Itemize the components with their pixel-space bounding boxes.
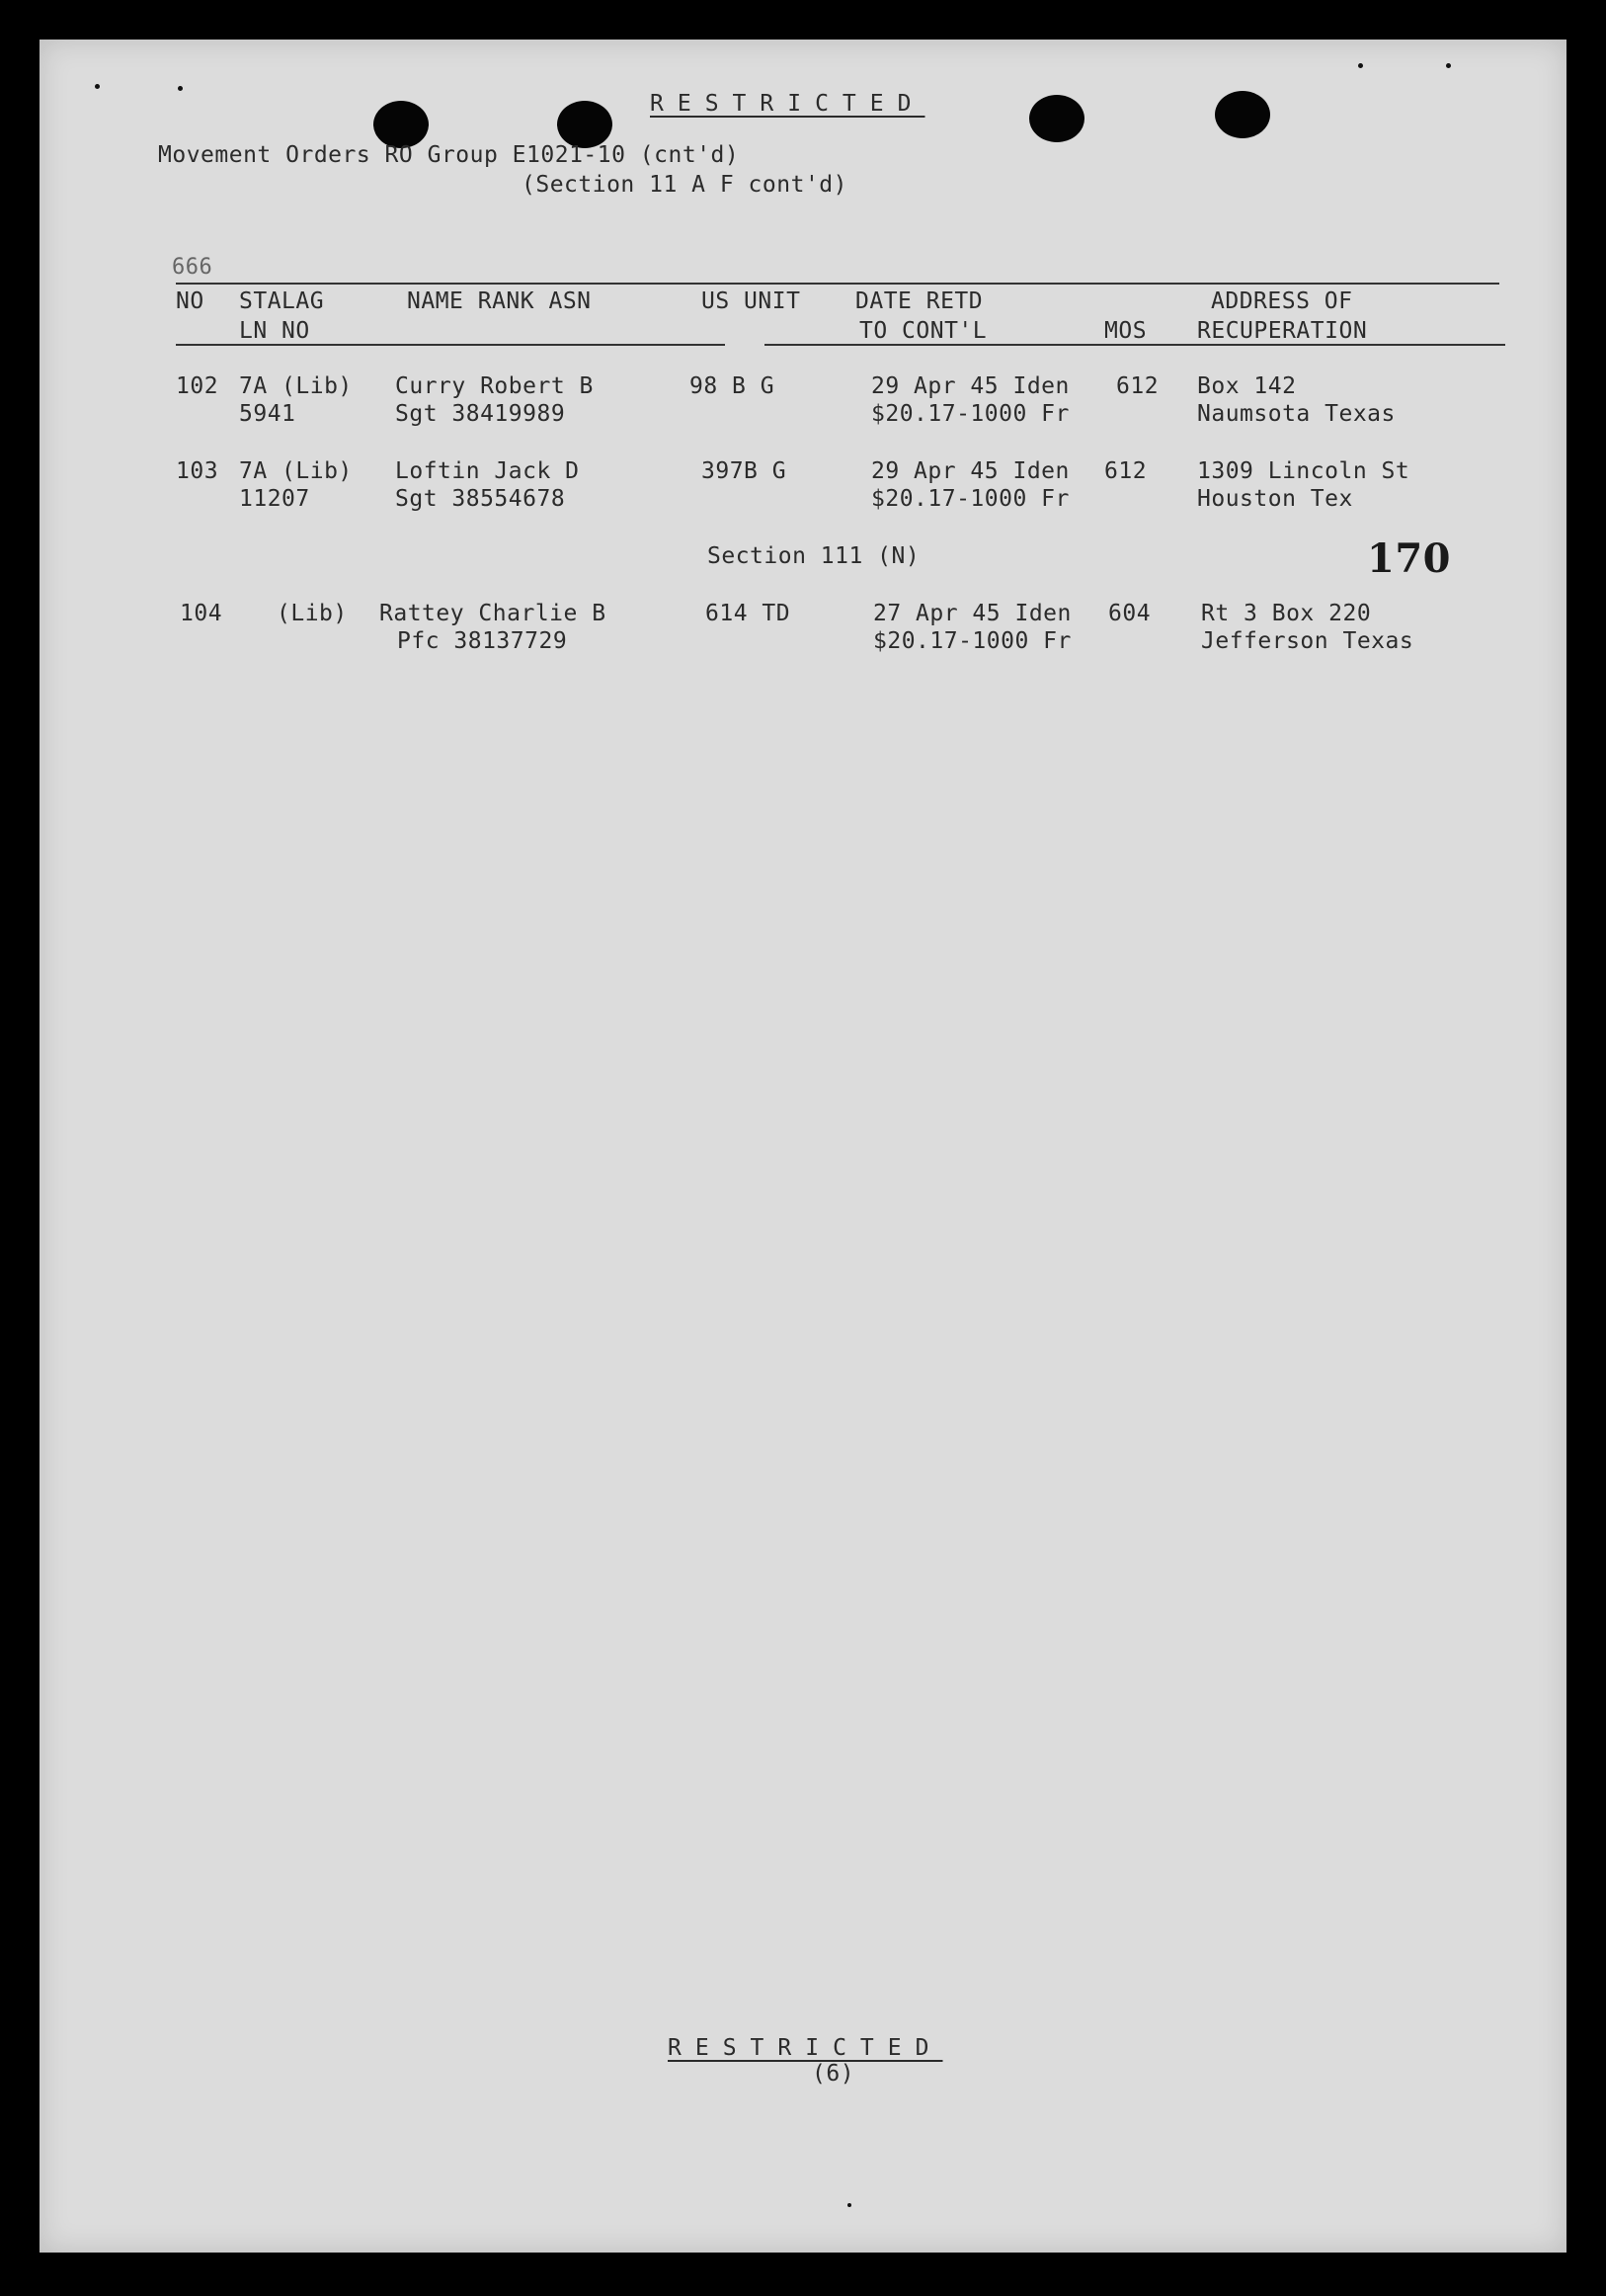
speck [95,84,100,89]
col-stalag-no: LN NO [239,318,310,344]
row-address-l2: Houston Tex [1197,486,1353,512]
row-date: 29 Apr 45 Iden [871,458,1070,484]
row-unit: 397B G [701,458,787,484]
row-stalag-no: 5941 [239,401,296,427]
row-name: Loftin Jack D [395,458,580,484]
row-name: Rattey Charlie B [379,601,606,626]
row-date: 27 Apr 45 Iden [873,601,1072,626]
row-stalag: 7A (Lib) [239,458,353,484]
page-ref-top: 666 [172,255,213,280]
row-mos: 612 [1104,458,1148,484]
col-date-retd: DATE RETD [855,288,984,314]
row-address-l1: 1309 Lincoln St [1197,458,1410,484]
document-page [40,40,1566,2253]
col-stalag: STALAG [239,288,325,314]
col-address-l2: RECUPERATION [1197,318,1368,344]
row-name: Curry Robert B [395,373,594,399]
col-address: ADDRESS OF [1211,288,1353,314]
col-mos: MOS [1104,318,1148,344]
speck [1358,63,1363,68]
speck [178,86,183,91]
speck [1446,63,1451,68]
col-name-rank: NAME RANK ASN [407,288,592,314]
header-title-line2: (Section 11 A F cont'd) [522,172,847,198]
row-mos: 604 [1108,601,1152,626]
col-date-retd-l2: TO CONT'L [859,318,988,344]
row-pay: $20.17-1000 Fr [873,628,1072,654]
row-pay: $20.17-1000 Fr [871,401,1070,427]
speck [847,2203,851,2207]
header-title-line1: Movement Orders RO Group E1021-10 (cnt'd) [158,142,740,168]
row-no: 102 [176,373,219,399]
row-stalag: 7A (Lib) [239,373,353,399]
row-address-l1: Rt 3 Box 220 [1201,601,1372,626]
page-stamp: 170 [1367,535,1451,582]
punch-hole [557,101,612,148]
row-rank-asn: Sgt 38419989 [395,401,566,427]
header-rule-left [176,344,725,346]
row-unit: 98 B G [689,373,775,399]
header-rule-right [764,344,1505,346]
row-mos: 612 [1116,373,1160,399]
row-address-l2: Jefferson Texas [1201,628,1414,654]
row-address-l1: Box 142 [1197,373,1297,399]
row-rank-asn: Sgt 38554678 [395,486,566,512]
row-address-l2: Naumsota Texas [1197,401,1396,427]
row-unit: 614 TD [705,601,791,626]
row-stalag-no: 11207 [239,486,310,512]
row-no: 103 [176,458,219,484]
punch-hole [1215,91,1270,138]
header-classification: RESTRICTED [650,91,925,117]
section-heading: Section 111 (N) [707,543,921,569]
punch-hole [1029,95,1084,142]
col-us-unit: US UNIT [701,288,801,314]
footer-classification: RESTRICTED [668,2035,943,2061]
row-pay: $20.17-1000 Fr [871,486,1070,512]
row-stalag: (Lib) [277,601,348,626]
punch-hole [373,101,429,148]
row-date: 29 Apr 45 Iden [871,373,1070,399]
row-no: 104 [180,601,223,626]
col-no: NO [176,288,204,314]
footer-page-number: (6) [812,2061,855,2087]
table-top-rule [176,283,1499,285]
row-rank-asn: Pfc 38137729 [397,628,568,654]
